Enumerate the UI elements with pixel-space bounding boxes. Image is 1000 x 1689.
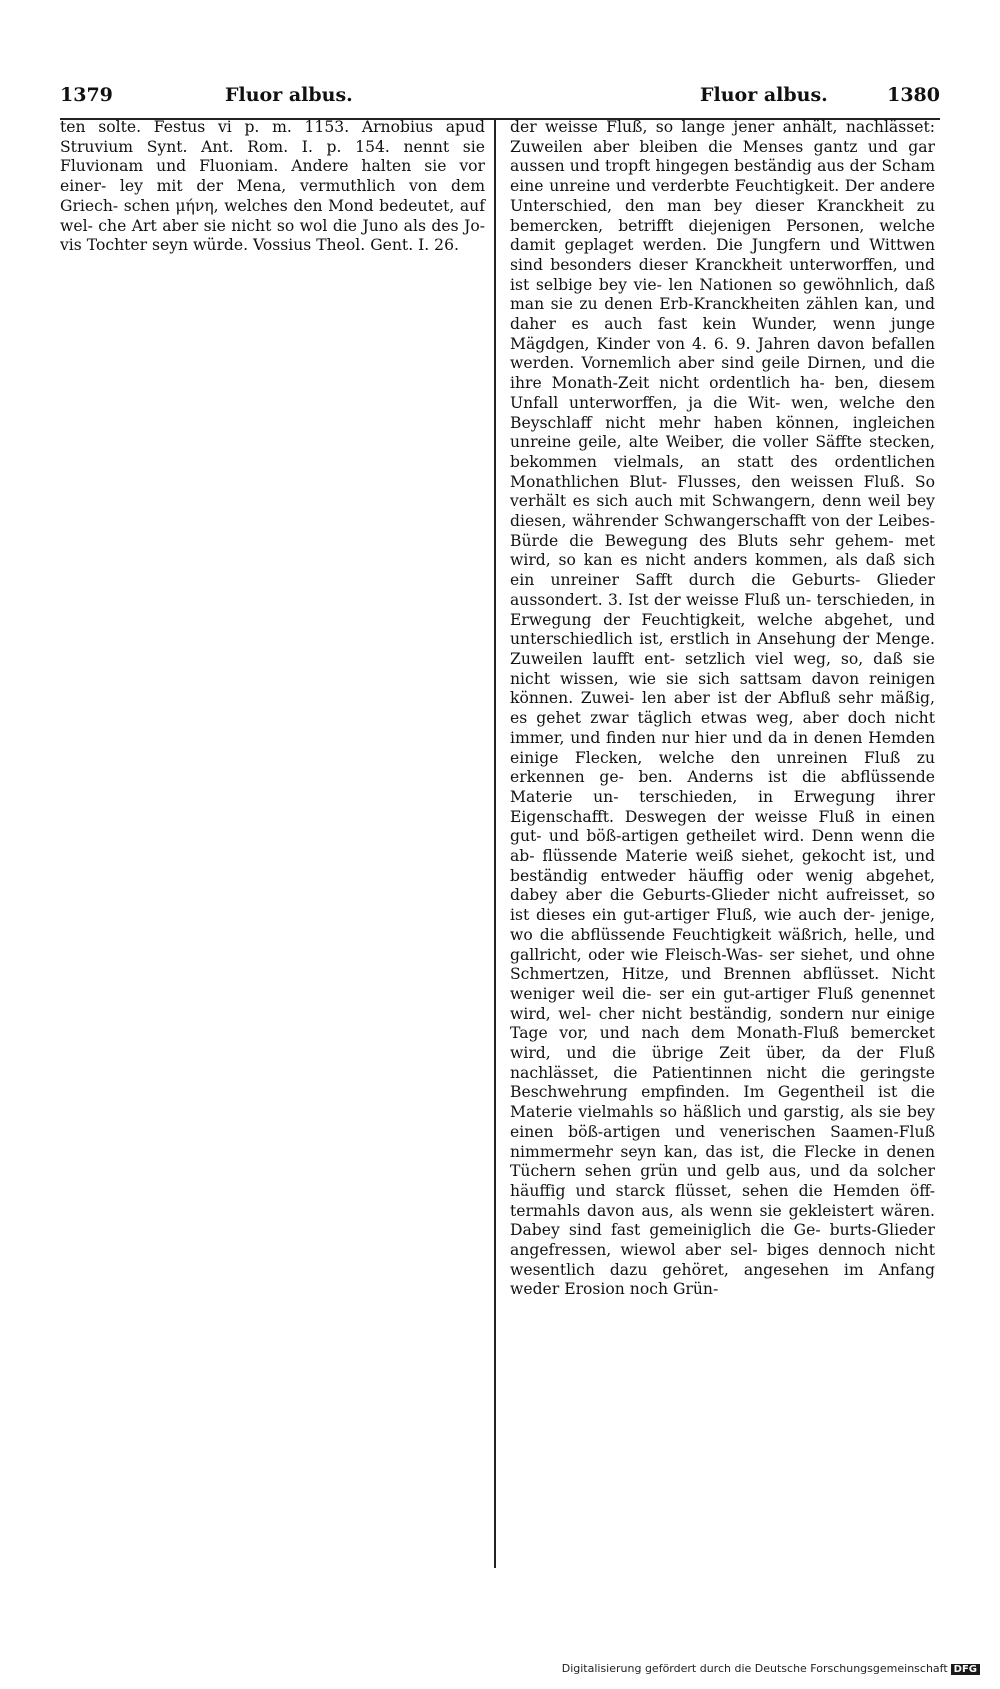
page-header (60, 78, 940, 120)
footer-credit: Digitalisierung gefördert durch die Deutsche Forschungsgemeinschaft (561, 1662, 948, 1675)
left-page-number: 1379 (60, 84, 113, 106)
left-running-title: Fluor albus. (225, 84, 353, 106)
digitization-footer (562, 1662, 980, 1675)
right-column (510, 118, 935, 1300)
right-paragraph-1: der weisse Fluß, so lange jener anhält, nachlässet: Zuweilen aber bleiben die Menses gantz und gar aussen und tropft hingegen beständig aus der Scham eine unreine und verderbte Feuchtigkeit. Der andere Unterschied, den man bey dieser Kranckheit zu bemercken, betrifft diejenigen Personen, welche damit geplaget werden. Die Jungfern und Wittwen sind besonders dieser Kranckheit unterworffen, und ist selbige bey vie- len Nationen so gewöhnlich, daß man sie zu denen Erb-Kranckheiten zählen kan, und daher es auch fast kein Wunder, wenn junge Mägdgen, Kinder von 4. 6. 9. Jahren davon befallen werden. Vornemlich aber sind geile Dirnen, und die ihre Monath-Zeit nicht ordentlich ha- ben, diesem Unfall unterworffen, ja die Wit- wen, welche den Beyschlaff nicht mehr haben können, ingleichen unreine geile, alte Weiber, die voller Säffte stecken, bekommen vielmals, an statt des ordentlichen Monathlichen Blut- Flusses, den weissen Fluß. So verhält es sich auch mit Schwangern, denn weil bey diesen, währender Schwangerschafft von der Leibes- Bürde die Bewegung des Bluts sehr gehem- met wird, so kan es nicht anders kommen, als daß sich ein unreiner Safft durch die Geburts- Glieder aussondert. 3. Ist der weisse Fluß un- terschieden, in Erwegung der Feuchtigkeit, welche abgehet, und unterschiedlich ist, erstlich in Ansehung der Menge. Zuweilen laufft ent- setzlich viel weg, so, daß sie nicht wissen, wie sie sich sattsam davon reinigen können. Zuwei- len aber ist der Abfluß sehr mäßig, es gehet zwar täglich etwas weg, aber doch nicht immer, und finden nur hier und da in denen Hemden einige Flecken, welche den unreinen Fluß zu erkennen ge- ben. Anderns ist die abflüssende Materie un- terschieden, in Erwegung ihrer Eigenschafft. Deswegen der weisse Fluß in einen gut- und böß-artigen getheilet wird. Denn wenn die ab- flüssende Materie weiß siehet, gekocht ist, und beständig entweder häuffig oder wenig abgehet, dabey aber die Geburts-Glieder nicht aufreisset, so ist dieses ein gut-artiger Fluß, wie auch der- jenige, wo die abflüssende Feuchtigkeit wäßrich, helle, und gallricht, oder wie Fleisch-Was- ser siehet, und ohne Schmertzen, Hitze, und Brennen abflüsset. Nicht weniger weil die- ser ein gut-artiger Fluß genennet wird, wel- cher nicht beständig, sondern nur einige Tage vor, und nach dem Monath-Fluß bemercket wird, und die übrige Zeit über, da der Fluß nachlässet, die Patientinnen nicht die geringste Beschwehrung empfinden. Im Gegentheil ist die Materie vielmahls so häßlich und garstig, als sie bey einen böß-artigen und venerischen Saamen-Fluß nimmermehr seyn kan, das ist, die Flecke in denen Tüchern sehen grün und gelb aus, und da solcher häuffig und starck flüsset, sehen die Hemden öff- termahls davon aus, als wenn sie gekleistert wären. Dabey sind fast gemeiniglich die Ge- burts-Glieder angefressen, wiewol aber sel- biges dennoch nicht wesentlich dazu gehöret, angesehen im Anfang weder Erosion noch Grün- (510, 118, 935, 1299)
left-paragraph-1: ten solte. Festus vi p. m. 1153. Arnobius apud Struvium Synt. Ant. Rom. I. p. 154. nennt sie Fluvionam und Fluoniam. Andere halten sie vor einer- ley mit der Mena, vermuthlich von dem Griech- schen μήνη, welches den Mond bedeutet, auf wel- che Art aber sie nicht so wol die Juno als des Jo- vis Tochter seyn würde. Vossius Theol. Gent. I. 26. (60, 118, 485, 255)
right-running-title: Fluor albus. (700, 84, 828, 106)
left-column (60, 118, 485, 256)
right-page-number: 1380 (887, 84, 940, 106)
dfg-logo: DFG (951, 1664, 980, 1675)
column-divider (494, 118, 496, 1568)
